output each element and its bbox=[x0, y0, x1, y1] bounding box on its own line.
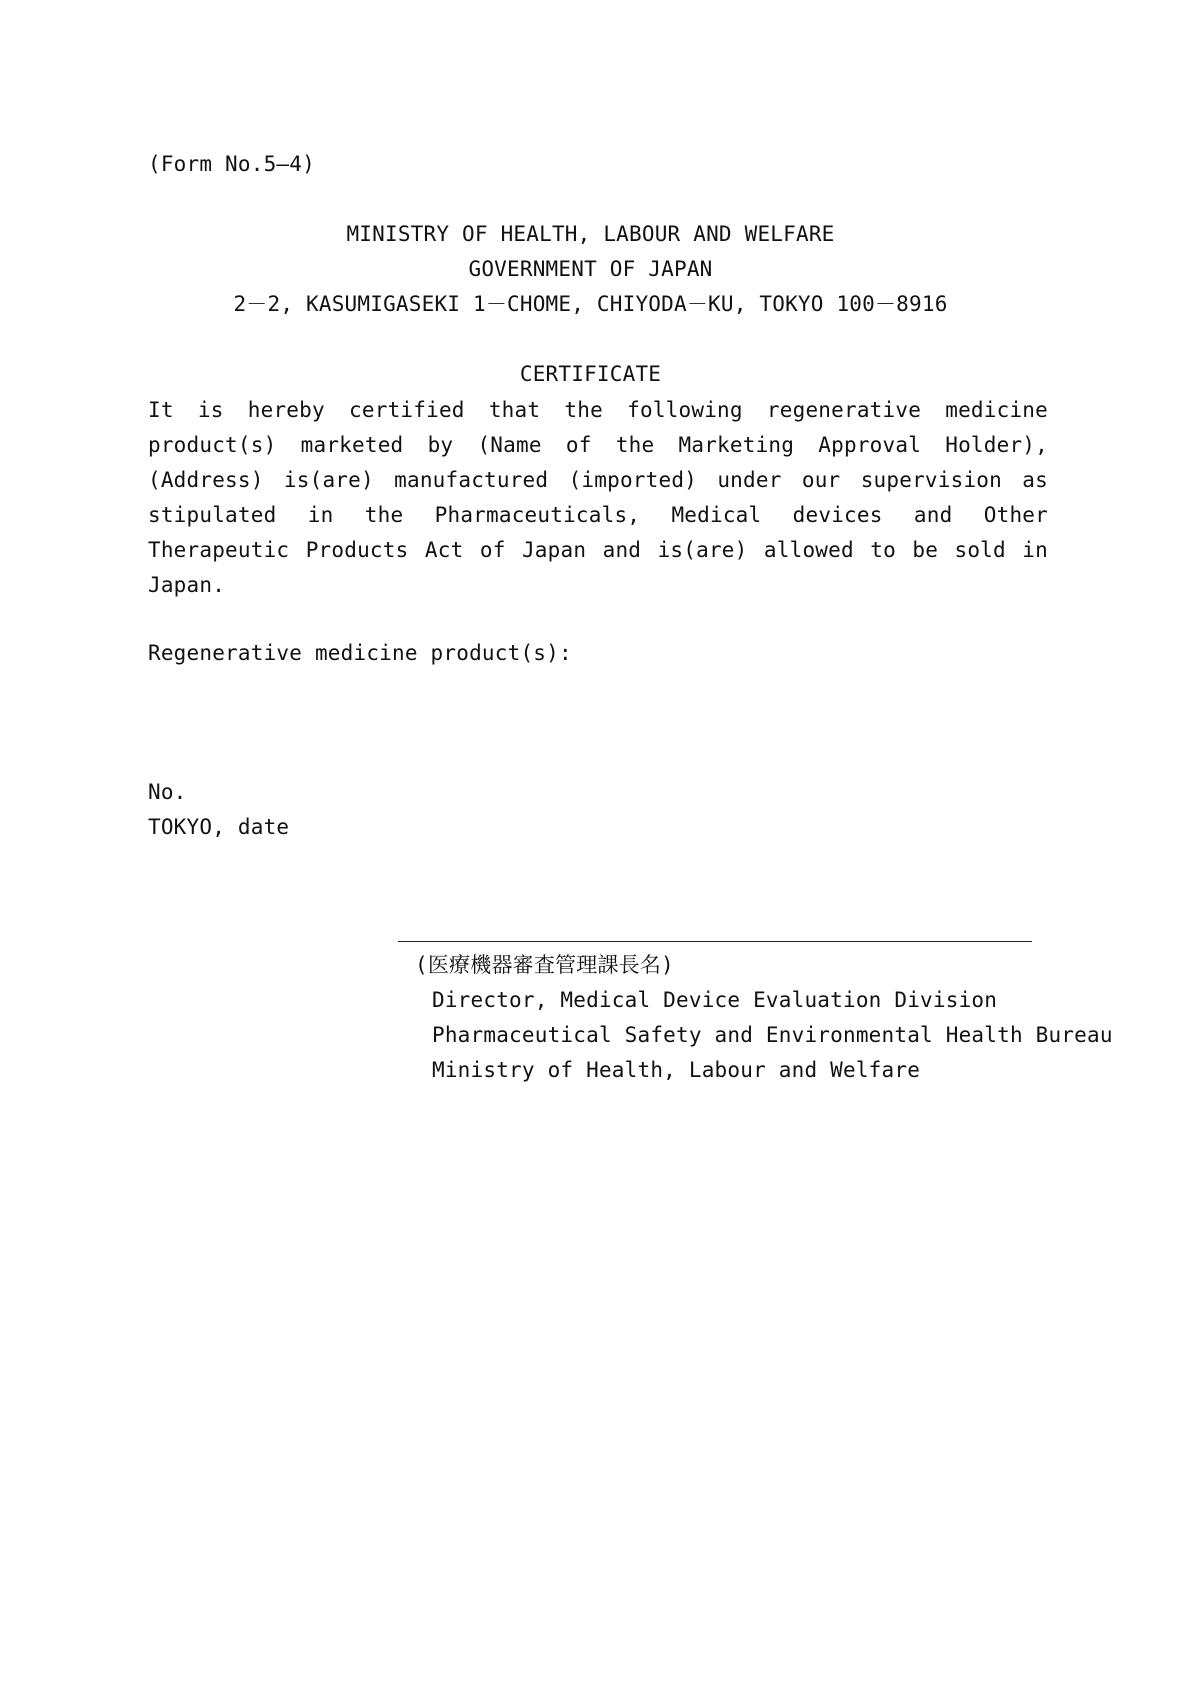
form-number: (Form No.5—4) bbox=[148, 152, 315, 176]
signatory-title: Director, Medical Device Evaluation Division bbox=[432, 988, 998, 1012]
products-label: Regenerative medicine product(s): bbox=[148, 641, 572, 665]
signatory-ministry: Ministry of Health, Labour and Welfare bbox=[432, 1058, 921, 1082]
header-government: GOVERNMENT OF JAPAN bbox=[468, 257, 713, 281]
number-label: No. bbox=[148, 780, 187, 804]
place-date: TOKYO, date bbox=[148, 815, 290, 839]
signature-line bbox=[398, 941, 1032, 942]
certificate-title: CERTIFICATE bbox=[519, 362, 662, 386]
certificate-body: It is hereby certified that the following regenerative medicine product(s) marketed by (Name of the Marketing Approval Holder), (Address) is(are) manufactured (imported) under our supervision as stipulated in the Pharmaceuticals, Medical devices and Other Therapeutic Products Act of Japan and is(are) allowed to be sold in Japan. bbox=[148, 398, 1048, 597]
signatory-name-placeholder: (医療機器審査管理課長名) bbox=[415, 953, 674, 977]
signatory-bureau: Pharmaceutical Safety and Environmental Health Bureau bbox=[432, 1023, 1113, 1047]
header-ministry: MINISTRY OF HEALTH, LABOUR AND WELFARE bbox=[346, 222, 835, 246]
header-address: 2－2, KASUMIGASEKI 1－CHOME, CHIYODA－KU, TOKYO 100－8916 bbox=[233, 292, 948, 316]
